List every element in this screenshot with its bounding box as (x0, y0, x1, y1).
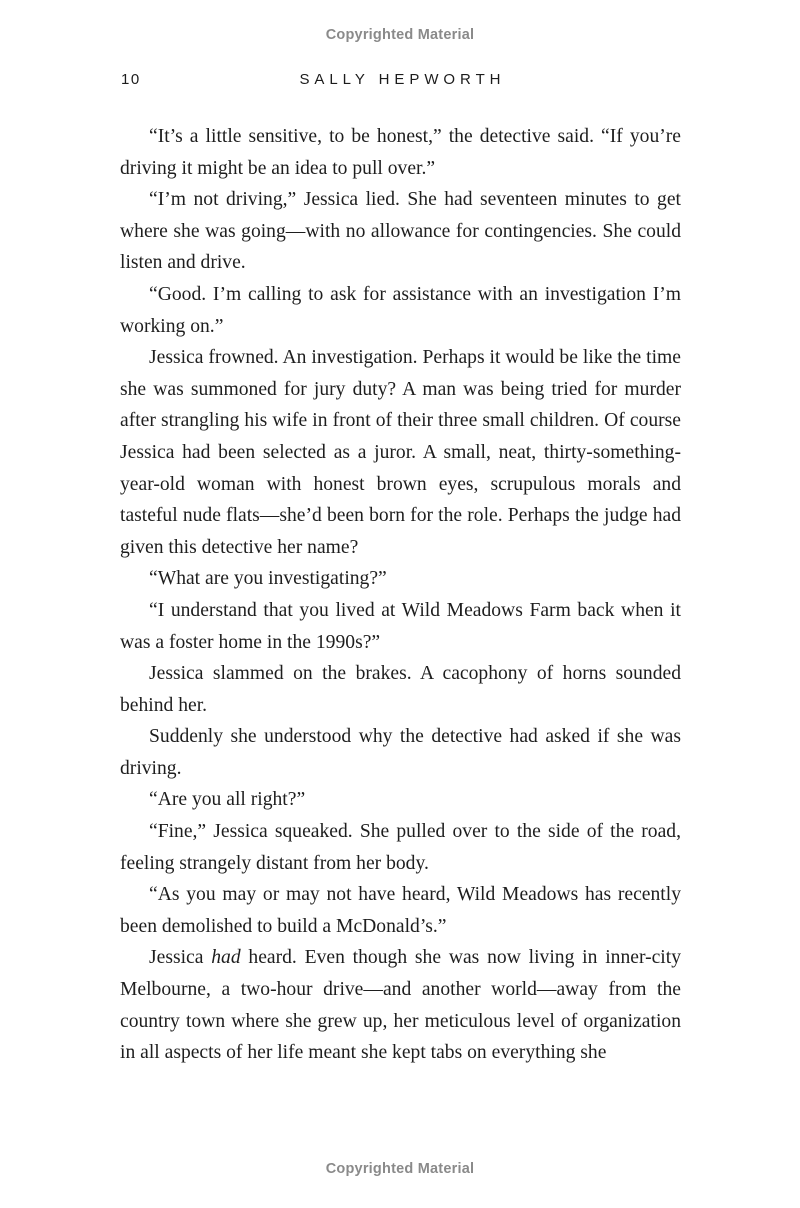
paragraph: Jessica frowned. An investigation. Perhaps it would be like the time she was summoned for jury duty? A man was being tried for murder after strangling his wife in front of their three small children. Of course Jessica had been selected as a juror. A small, neat, thirty-something-year-old woman with honest brown eyes, scrupulous morals and tasteful nude flats—she’d been born for the role. Perhaps the judge had given this detective her name? (120, 347, 681, 558)
paragraph: Jessica slammed on the brakes. A cacophony of horns sounded behind her. (120, 663, 681, 716)
page-number: 10 (121, 71, 141, 88)
paragraph: “I understand that you lived at Wild Meadows Farm back when it was a foster home in the 1990s?” (120, 599, 681, 653)
paragraph: Suddenly she understood why the detective had asked if she was driving. (120, 726, 681, 779)
body-text (120, 121, 681, 1069)
paragraph: “As you may or may not have heard, Wild Meadows has recently been demolished to build a McDonald’s.” (120, 884, 681, 937)
paragraph: “Are you all right?” (149, 789, 306, 811)
paragraph: “Fine,” Jessica squeaked. She pulled over to the side of the road, feeling strangely distant from her body. (120, 821, 681, 874)
paragraph: “I’m not driving,” Jessica lied. She had seventeen minutes to get where she was going—with no allowance for contingencies. She could listen and drive. (120, 189, 681, 274)
paragraph: “What are you investigating?” (149, 568, 387, 590)
copyright-notice-bottom: Copyrighted Material (325, 1161, 475, 1177)
paragraph: “Good. I’m calling to ask for assistance with an investigation I’m working on.” (120, 283, 681, 337)
copyright-notice-top: Copyrighted Material (325, 27, 475, 43)
running-head-row (0, 71, 800, 91)
running-head-author: SALLY HEPWORTH (299, 71, 506, 88)
paragraph: Jessica had heard. Even though she was now living in inner-city Melbourne, a two-hour drive—and another world—away from the country town where she grew up, her meticulous level of organization in all aspects of her life meant she kept tabs on everything she (120, 947, 681, 1064)
paragraph: “It’s a little sensitive, to be honest,” the detective said. “If you’re driving it might be an idea to pull over.” (120, 126, 681, 179)
